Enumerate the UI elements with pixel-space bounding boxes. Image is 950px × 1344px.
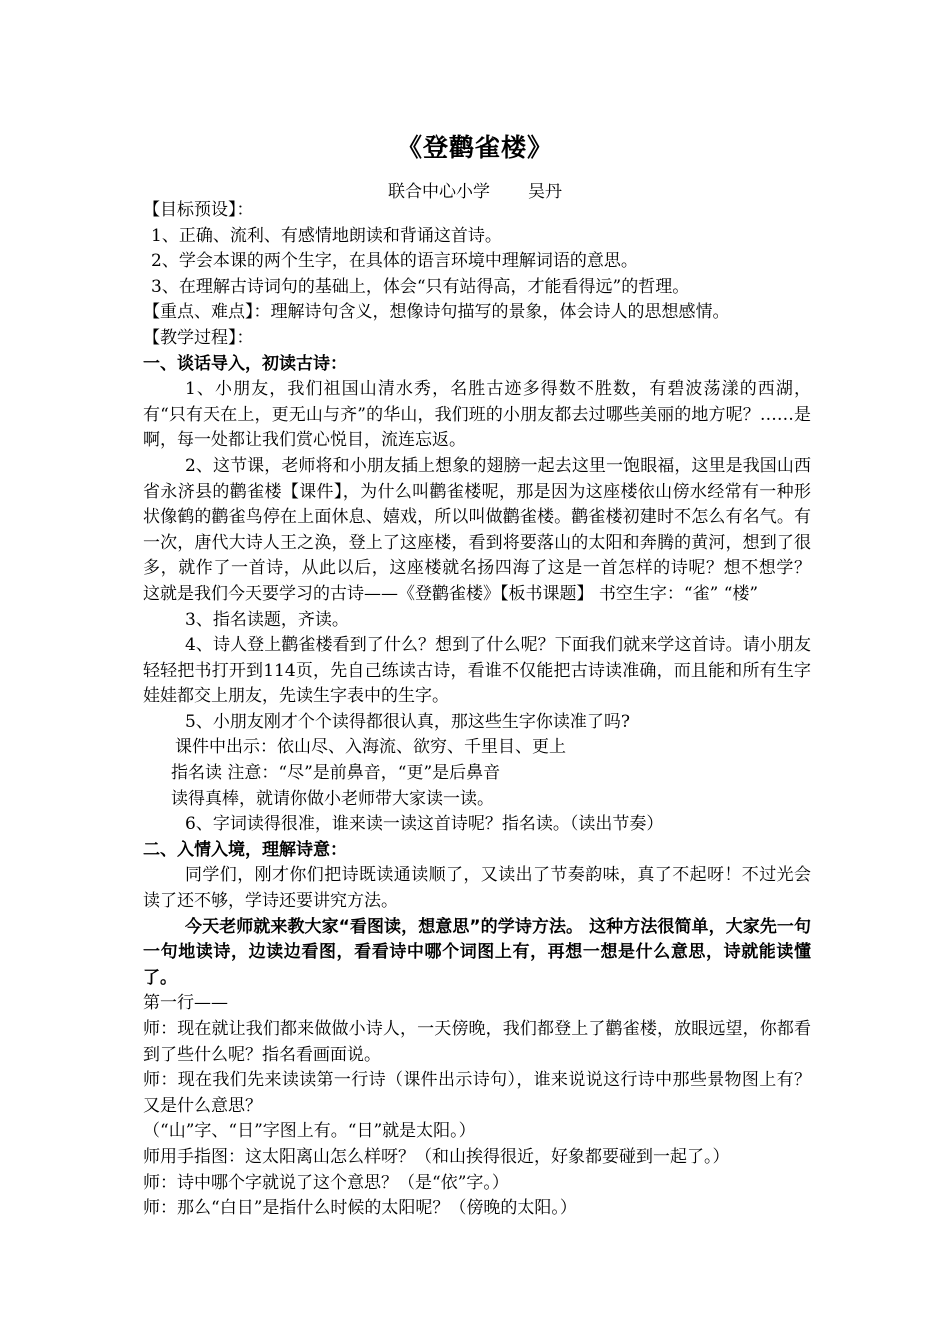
process-heading: 【教学过程】： (143, 327, 254, 348)
author-name: 吴丹 (528, 182, 562, 202)
paragraph: 4、诗人登上鹳雀楼看到了什么？想到了什么呢？下面我们就来学这首诗。请小朋友轻轻把书打开到114页，先自己练读古诗，看谁不仅能把古诗读准确，而且能和所有生字娃娃都交上朋友，先读生字表中的生字。 (143, 635, 811, 707)
goal-item: 3、在理解古诗词句的基础上，体会“只有站得高，才能看得远”的哲理。 (151, 276, 690, 297)
paragraph: 指名读 注意：“尽”是前鼻音，“更”是后鼻音 (171, 763, 501, 784)
paragraph: 3、指名读题，齐读。 (185, 609, 349, 630)
page-title: 《登鹳雀楼》 (396, 133, 553, 162)
line-label: 第一行—— (143, 993, 228, 1014)
paragraph: 读得真棒，就请你做小老师带大家读一读。 (171, 788, 494, 809)
paragraph: 课件中出示：依山尽、入海流、欲穷、千里目、更上 (175, 737, 566, 758)
paragraph: 2、这节课，老师将和小朋友插上想象的翅膀一起去这里一饱眼福，这里是我国山西省永济县的鹳雀楼【课件】，为什么叫鹳雀楼呢，那是因为这座楼依山傍水经常有一种形状像鹤的鹳雀鸟停在上面休息、嬉戏，所以叫做鹳雀楼。鹳雀楼初建时不怎么有名气。有一次，唐代大诗人王之涣，登上了这座楼，看到将要落山的太阳和奔腾的黄河，想到了很多，就作了一首诗，从此以后，这座楼就名扬四海了这是一首怎样的诗呢？想不想学？ 这就是我们今天要学习的古诗——《登鹳雀楼》【板书课题】 书空生字：“雀” “楼” (143, 455, 811, 604)
dialogue-line: 师：那么“白日”是指什么时候的太阳呢？（傍晚的太阳。） (143, 1198, 577, 1219)
section-heading-2: 二、入情入境，理解诗意： (143, 839, 347, 860)
dialogue-line: 师：现在我们先来读读第一行诗（课件出示诗句），谁来说说这行诗中那些景物图上有？又是什么意思？ (143, 1070, 811, 1116)
document-body (143, 198, 811, 1222)
dialogue-line: 师用手指图：这太阳离山怎么样呀？（和山挨得很近，好象都要碰到一起了。） (143, 1146, 730, 1167)
dialogue-line: 师：现在就让我们都来做做小诗人，一天傍晚，我们都登上了鹳雀楼，放眼远望，你都看到了些什么呢？指名看画面说。 (143, 1019, 811, 1065)
school-name: 联合中心小学 (388, 182, 490, 202)
paragraph: 同学们，刚才你们把诗既读通读顺了，又读出了节奏韵味，真了不起呀！不过光会读了还不够，学诗还要讲究方法。 (143, 865, 811, 912)
goal-heading: 【目标预设】： (143, 200, 254, 220)
goal-item: 2、学会本课的两个生字，在具体的语言环境中理解词语的意思。 (151, 251, 638, 272)
bold-paragraph: 今天老师就来教大家“看图读，想意思”的学诗方法。 这种方法很简单，大家先一句一句地读诗，边读边看图，看看诗中哪个词图上有，再想一想是什么意思，诗就能读懂了。 (143, 916, 811, 988)
dialogue-line: （“山”字、“日”字图上有。“日”就是太阳。） (143, 1121, 476, 1142)
section-heading-1: 一、谈话导入，初读古诗： (143, 353, 347, 374)
paragraph: 5、小朋友刚才个个读得都很认真，那这些生字你读准了吗? (185, 711, 630, 732)
dialogue-line: 师：诗中哪个字就说了这个意思？（是“依”字。） (143, 1172, 509, 1193)
paragraph: 6、字词读得很准，谁来读一读这首诗呢？指名读。（读出节奏） (185, 814, 664, 835)
goal-item: 1、正确、流利、有感情地朗读和背诵这首诗。 (151, 225, 502, 246)
paragraph: 1、小朋友，我们祖国山清水秀，名胜古迹多得数不胜数，有碧波荡漾的西湖，有“只有天在上，更无山与齐”的华山，我们班的小朋友都去过哪些美丽的地方呢？……是啊，每一处都让我们赏心悦目，流连忘返。 (143, 379, 811, 451)
key-points: 【重点、难点】：理解诗句含义，想像诗句描写的景象，体会诗人的思想感情。 (143, 302, 730, 323)
